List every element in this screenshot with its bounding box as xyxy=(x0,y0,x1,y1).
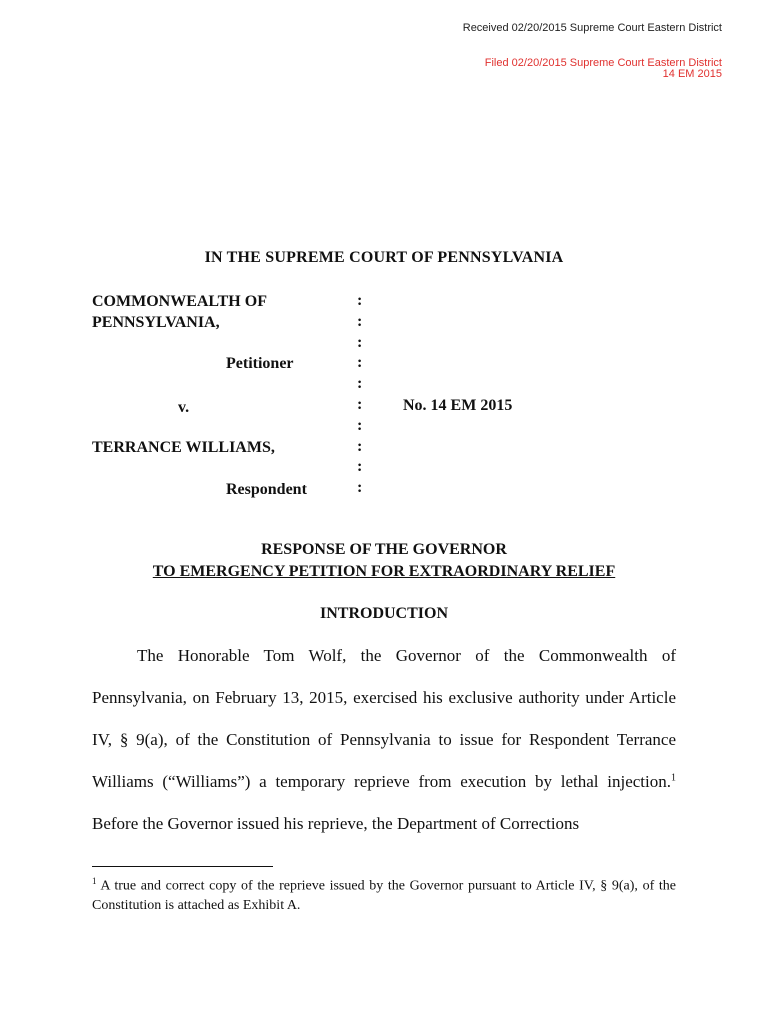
filed-stamp-line2: 14 EM 2015 xyxy=(662,68,722,80)
footnote-text: A true and correct copy of the reprieve issued by the Governor pursuant to Article IV, § 9(a), of the Constitution is attached as Exhibit A. xyxy=(92,878,676,913)
filed-stamp-line1: Filed 02/20/2015 Supreme Court Eastern District xyxy=(484,57,722,69)
respondent-name: TERRANCE WILLIAMS, xyxy=(92,439,275,456)
caption-separator-column xyxy=(357,291,369,499)
case-number: No. 14 EM 2015 xyxy=(403,397,513,414)
versus-label: v. xyxy=(178,399,190,416)
document-title-line2: TO EMERGENCY PETITION FOR EXTRAORDINARY RELIEF xyxy=(152,563,616,580)
respondent-role: Respondent xyxy=(226,481,307,498)
received-stamp: Received 02/20/2015 Supreme Court Eastern District xyxy=(462,22,722,34)
petitioner-name-line1: COMMONWEALTH OF xyxy=(92,293,267,310)
footnote-reference: 1 xyxy=(671,772,676,784)
caption-separator: : xyxy=(357,437,363,455)
court-title: IN THE SUPREME COURT OF PENNSYLVANIA xyxy=(204,249,564,266)
caption-separator: : xyxy=(357,479,363,497)
body-text-part2: Before the Governor issued his reprieve, the Department of Corrections xyxy=(92,814,580,833)
footnote-marker: 1 xyxy=(92,876,97,886)
document-title-line1: RESPONSE OF THE GOVERNOR xyxy=(261,541,507,558)
caption-separator: : xyxy=(357,458,363,476)
filed-stamp xyxy=(485,58,722,80)
caption-separator: : xyxy=(357,416,363,434)
petitioner-role: Petitioner xyxy=(226,355,294,372)
footnote-divider xyxy=(92,866,273,867)
body-text-part1: The Honorable Tom Wolf, the Governor of the Commonwealth of Pennsylvania, on February 13, 2015, exercised his exclusive authority under Article IV, § 9(a), of the Constitution of Pennsylvania to issue for Respondent Terrance Williams (“Williams”) a temporary reprieve from execution by lethal injection. xyxy=(92,646,676,791)
body-paragraph xyxy=(92,635,676,845)
petitioner-name xyxy=(92,291,267,333)
caption-separator: : xyxy=(357,333,363,351)
caption-separator: : xyxy=(357,292,363,309)
caption-separator: : xyxy=(357,375,363,393)
footnote xyxy=(92,872,676,915)
petitioner-name-line2: PENNSYLVANIA, xyxy=(92,314,220,331)
caption-separator: : xyxy=(357,395,363,413)
section-heading: INTRODUCTION xyxy=(319,605,448,622)
caption-separator: : xyxy=(357,354,363,372)
caption-separator: : xyxy=(357,312,363,330)
